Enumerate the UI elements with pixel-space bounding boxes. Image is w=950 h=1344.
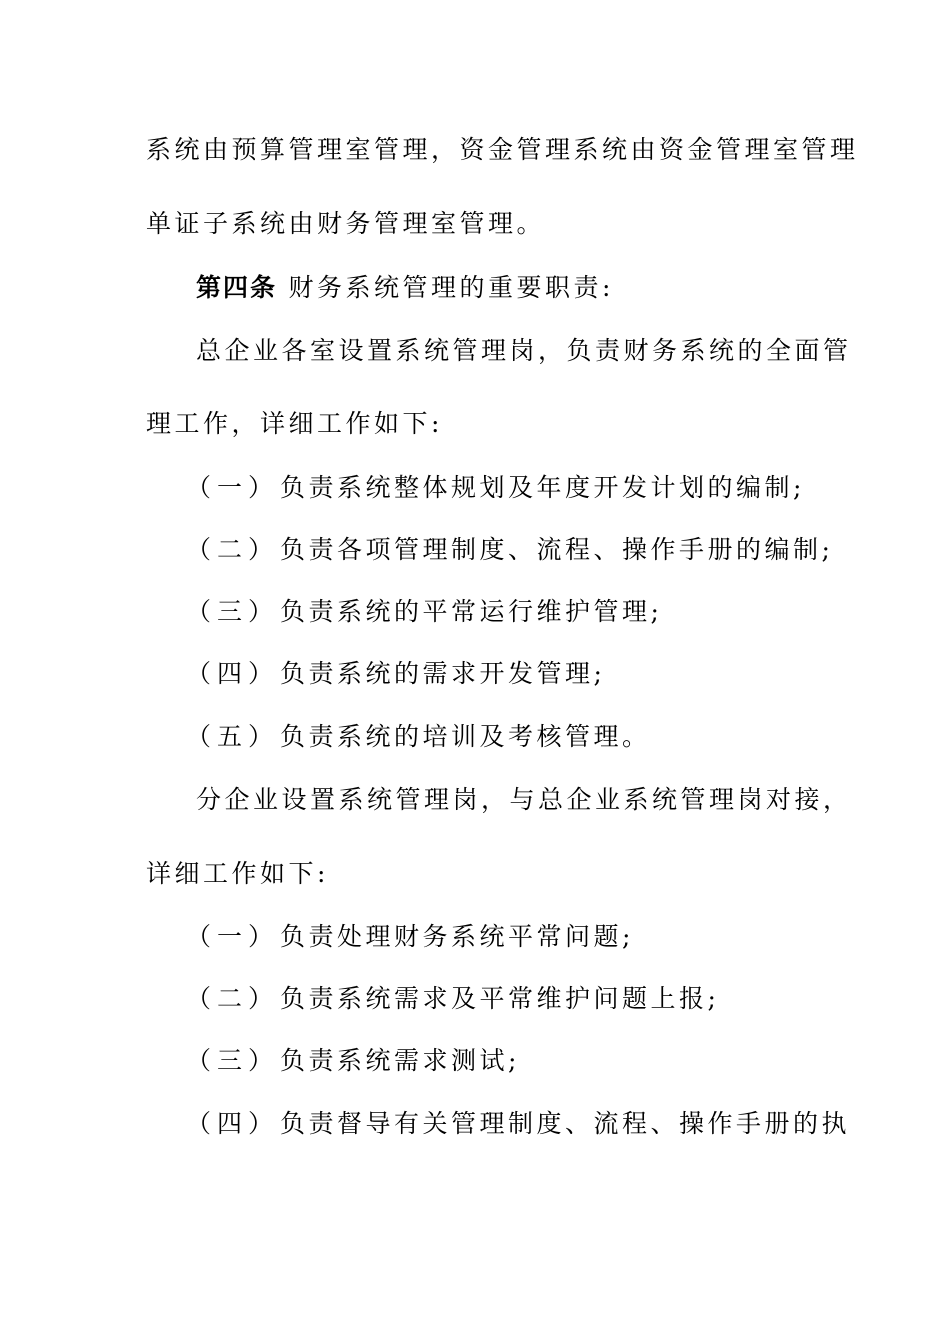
list-item-number: （四） xyxy=(186,659,280,688)
paragraph-line: 理工作，详细工作如下: xyxy=(146,409,443,438)
list-item: 负责系统的需求开发管理; xyxy=(280,659,606,688)
list-item: 负责系统的培训及考核管理。 xyxy=(280,722,651,751)
list-item: 负责各项管理制度、流程、操作手册的编制; xyxy=(280,535,834,564)
article-text: 财务系统管理的重要职责: xyxy=(277,273,614,302)
article-label: 第四条 xyxy=(196,273,278,302)
paragraph-line: 分企业设置系统管理岗，与总企业系统管理岗对接， xyxy=(196,785,852,814)
list-item-number: （一） xyxy=(186,473,280,502)
paragraph-line: 总企业各室设置系统管理岗，负责财务系统的全面管 xyxy=(196,336,852,365)
list-item-number: （四） xyxy=(186,1109,280,1138)
list-item-number: （五） xyxy=(186,722,280,751)
article-heading xyxy=(196,273,614,303)
list-item: 负责系统的平常运行维护管理; xyxy=(280,597,663,626)
list-item-number: （二） xyxy=(186,984,280,1013)
list-item: 负责系统需求及平常维护问题上报; xyxy=(280,984,720,1013)
list-item-number: （三） xyxy=(186,597,280,626)
paragraph-line: 系统由预算管理室管理，资金管理系统由资金管理室管理 xyxy=(146,135,859,164)
list-item-number: （二） xyxy=(186,535,280,564)
list-item: 负责处理财务系统平常问题; xyxy=(280,922,634,951)
list-item: 负责系统需求测试; xyxy=(280,1046,520,1075)
list-item: 负责系统整体规划及年度开发计划的编制; xyxy=(280,473,805,502)
list-item-number: （一） xyxy=(186,922,280,951)
list-item-number: （三） xyxy=(186,1046,280,1075)
list-item: 负责督导有关管理制度、流程、操作手册的执 xyxy=(280,1109,851,1138)
paragraph-line: 单证子系统由财务管理室管理。 xyxy=(146,209,546,238)
paragraph-line: 详细工作如下: xyxy=(146,859,329,888)
